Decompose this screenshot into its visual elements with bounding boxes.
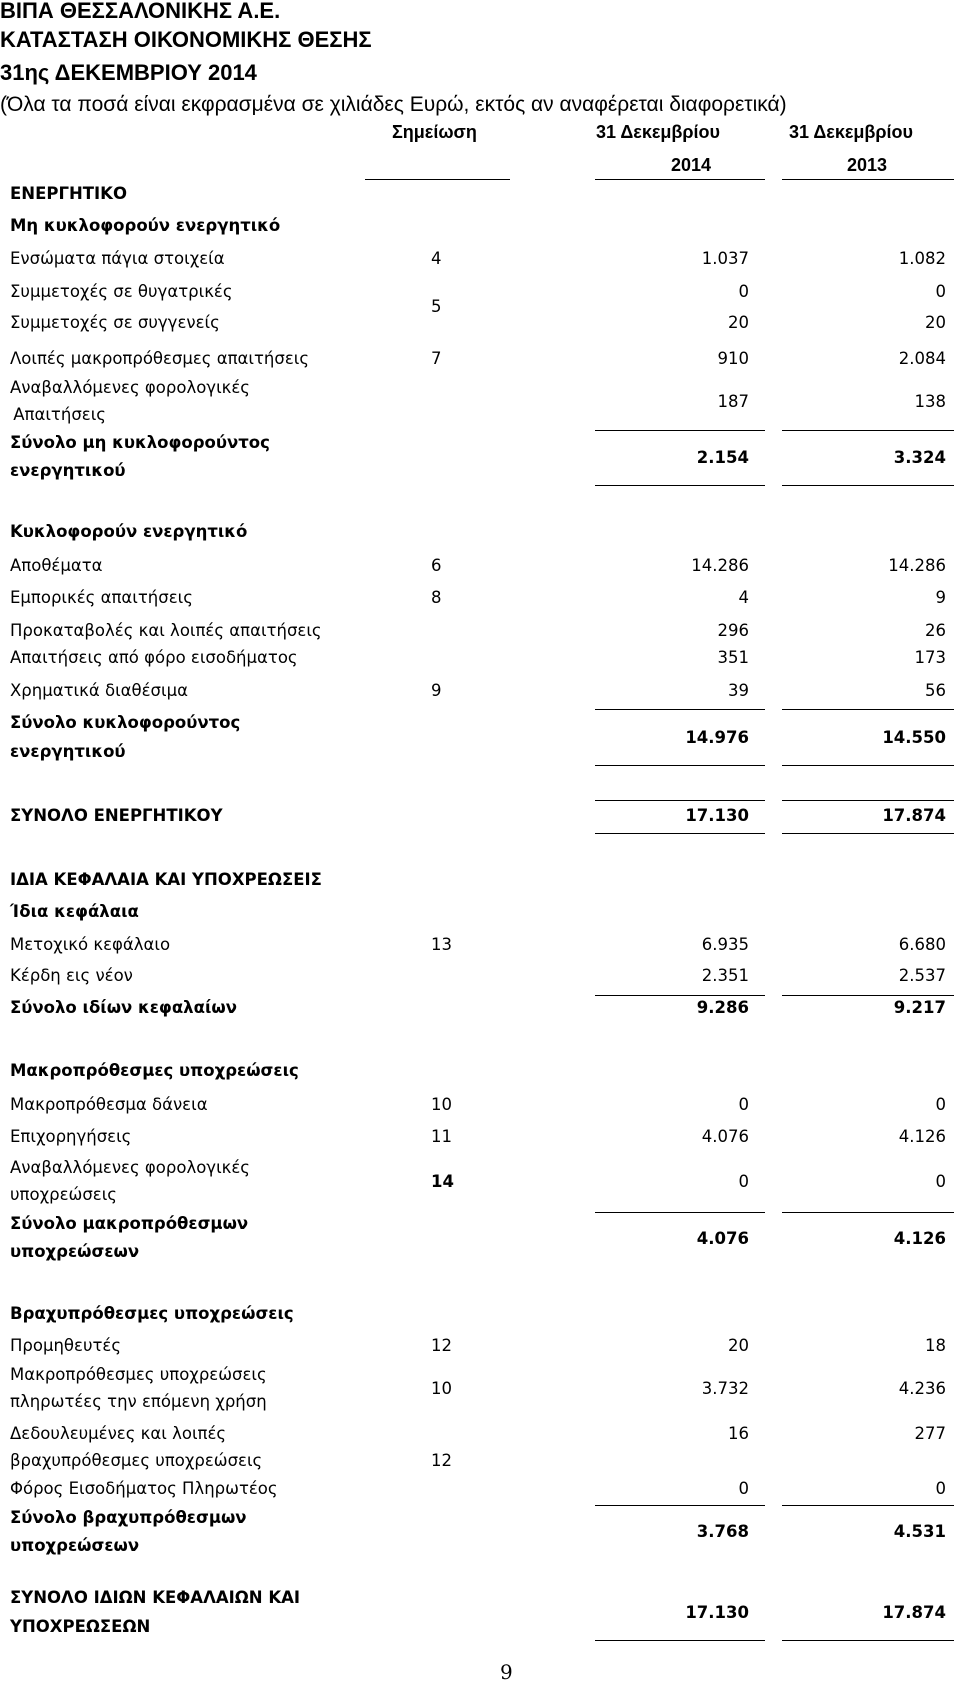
row-value-2014: 296 xyxy=(717,621,749,640)
total-rule xyxy=(782,833,954,834)
subtotal-rule xyxy=(782,765,954,766)
total-rule xyxy=(782,800,954,801)
row-label-line2: υποχρεώσεων xyxy=(10,1242,140,1261)
row-value-2014: 9.286 xyxy=(696,998,749,1017)
total-equity-liabilities-2013: 17.874 xyxy=(882,1603,946,1622)
row-label: Αποθέματα xyxy=(10,556,103,575)
row-value-2014: 0 xyxy=(738,1095,749,1114)
row-label-line2: ενεργητικού xyxy=(10,742,126,761)
row-label: Σύνολο μακροπρόθεσμων xyxy=(10,1214,249,1233)
row-note: 8 xyxy=(431,588,442,607)
section-current-assets: Κυκλοφορούν ενεργητικό xyxy=(10,522,248,541)
row-value-2013: 3.324 xyxy=(893,448,946,467)
row-label-line2: βραχυπρόθεσμες υποχρεώσεις xyxy=(10,1451,263,1470)
row-label: Αναβαλλόμενες φορολογικές xyxy=(10,378,250,397)
row-value-2013: 4.126 xyxy=(893,1229,946,1248)
page-number: 9 xyxy=(500,1660,513,1684)
row-label: Σύνολο ιδίων κεφαλαίων xyxy=(10,998,237,1017)
row-value-2013: 138 xyxy=(914,392,946,411)
row-value-2014: 14.286 xyxy=(691,556,749,575)
row-note: 13 xyxy=(431,935,452,954)
row-note: 10 xyxy=(431,1095,452,1114)
subtotal-rule xyxy=(782,485,954,486)
row-value-2014: 187 xyxy=(717,392,749,411)
subtotal-rule xyxy=(595,1505,765,1506)
row-label: Απαιτήσεις από φόρο εισοδήματος xyxy=(10,648,298,667)
total-equity-liabilities-label-line2: ΥΠΟΧΡΕΩΣΕΩΝ xyxy=(10,1617,151,1636)
row-label: Φόρος Εισοδήματος Πληρωτέος xyxy=(10,1479,278,1498)
section-assets: ΕΝΕΡΓΗΤΙΚΟ xyxy=(10,184,127,203)
subtotal-rule xyxy=(782,430,954,431)
row-note: 10 xyxy=(431,1379,452,1398)
row-value-2013: 18 xyxy=(925,1336,946,1355)
row-label: Σύνολο βραχυπρόθεσμων xyxy=(10,1508,247,1527)
row-label: Εμπορικές απαιτήσεις xyxy=(10,588,193,607)
row-value-2013: 173 xyxy=(914,648,946,667)
row-label: Προμηθευτές xyxy=(10,1336,122,1355)
row-label: Μακροπρόθεσμες υποχρεώσεις xyxy=(10,1365,267,1384)
row-note: 9 xyxy=(431,681,442,700)
row-value-2014: 4.076 xyxy=(696,1229,749,1248)
total-assets-2013: 17.874 xyxy=(882,806,946,825)
row-label-line2: ενεργητικού xyxy=(10,461,126,480)
row-label-line2: Απαιτήσεις xyxy=(8,405,106,424)
row-value-2014: 20 xyxy=(728,313,749,332)
row-value-2014: 351 xyxy=(717,648,749,667)
row-label-line2: υποχρεώσεις xyxy=(10,1185,117,1204)
subtotal-rule xyxy=(782,709,954,710)
row-value-2013: 6.680 xyxy=(898,935,946,954)
row-label: Μετοχικό κεφάλαιο xyxy=(10,935,171,954)
row-label: Προκαταβολές και λοιπές απαιτήσεις xyxy=(10,621,322,640)
row-value-2013: 14.286 xyxy=(888,556,946,575)
total-equity-liabilities-2014: 17.130 xyxy=(685,1603,749,1622)
row-value-2014: 16 xyxy=(728,1424,749,1443)
row-value-2014: 0 xyxy=(738,1479,749,1498)
total-rule xyxy=(595,833,765,834)
row-label: Επιχορηγήσεις xyxy=(10,1127,132,1146)
row-value-2013: 26 xyxy=(925,621,946,640)
section-equity-liabilities: ΙΔΙΑ ΚΕΦΑΛΑΙΑ ΚΑΙ ΥΠΟΧΡΕΩΣΕΙΣ xyxy=(10,870,322,889)
total-rule xyxy=(595,1640,765,1641)
row-value-2013: 2.084 xyxy=(898,349,946,368)
row-note: 5 xyxy=(431,297,442,316)
column-2014-label: 31 Δεκεμβρίου xyxy=(596,122,721,142)
row-note: 12 xyxy=(431,1336,452,1355)
row-value-2014: 2.351 xyxy=(701,966,749,985)
row-note: 6 xyxy=(431,556,442,575)
row-label: Λοιπές μακροπρόθεσμες απαιτήσεις xyxy=(10,349,310,368)
subtotal-rule xyxy=(782,1505,954,1506)
col2013-header-rule xyxy=(782,179,954,180)
row-value-2013: 0 xyxy=(935,282,946,301)
row-value-2013: 0 xyxy=(935,1172,946,1191)
row-value-2013: 0 xyxy=(935,1479,946,1498)
row-label: Συμμετοχές σε θυγατρικές xyxy=(10,282,233,301)
currency-note: (Όλα τα ποσά είναι εκφρασμένα σε χιλιάδες Ευρώ, εκτός αν αναφέρεται διαφορετικά) xyxy=(0,93,787,116)
row-label: Σύνολο μη κυκλοφορούντος xyxy=(10,433,270,452)
column-2014-year: 2014 xyxy=(671,155,712,175)
row-value-2014: 14.976 xyxy=(685,728,749,747)
row-label: Ενσώματα πάγια στοιχεία xyxy=(10,249,225,268)
statement-title: ΚΑΤΑΣΤΑΣΗ ΟΙΚΟΝΟΜΙΚΗΣ ΘΕΣΗΣ xyxy=(0,27,372,52)
row-value-2013: 277 xyxy=(914,1424,946,1443)
section-equity: Ίδια κεφάλαια xyxy=(10,902,139,921)
row-label: Κέρδη εις νέον xyxy=(10,966,133,985)
row-label: Σύνολο κυκλοφορούντος xyxy=(10,713,241,732)
subtotal-rule xyxy=(595,485,765,486)
subtotal-rule xyxy=(782,1212,954,1213)
statement-date: 31ης ΔΕΚΕΜΒΡΙΟΥ 2014 xyxy=(0,60,257,85)
row-label: Χρηματικά διαθέσιμα xyxy=(10,681,188,700)
row-value-2014: 3.732 xyxy=(701,1379,749,1398)
total-equity-liabilities-label: ΣΥΝΟΛΟ ΙΔΙΩΝ ΚΕΦΑΛΑΙΩΝ ΚΑΙ xyxy=(10,1588,301,1607)
row-value-2014: 3.768 xyxy=(696,1522,749,1541)
row-value-2013: 4.126 xyxy=(898,1127,946,1146)
row-value-2013: 9.217 xyxy=(893,998,946,1017)
row-value-2014: 0 xyxy=(738,1172,749,1191)
row-value-2014: 20 xyxy=(728,1336,749,1355)
row-label-line2: πληρωτέες την επόμενη χρήση xyxy=(10,1392,267,1411)
subtotal-rule xyxy=(595,1212,765,1213)
total-assets-label: ΣΥΝΟΛΟ ΕΝΕΡΓΗΤΙΚΟΥ xyxy=(10,806,223,825)
section-current-liabilities: Βραχυπρόθεσμες υποχρεώσεις xyxy=(10,1304,294,1323)
row-label: Δεδουλευμένες και λοιπές xyxy=(10,1424,227,1443)
column-2013-year: 2013 xyxy=(847,155,888,175)
subtotal-rule xyxy=(595,709,765,710)
note-header-rule xyxy=(365,179,510,180)
row-value-2014: 910 xyxy=(717,349,749,368)
row-note: 4 xyxy=(431,249,442,268)
subtotal-rule xyxy=(595,765,765,766)
row-value-2013: 0 xyxy=(935,1095,946,1114)
subtotal-rule xyxy=(595,430,765,431)
row-value-2014: 39 xyxy=(728,681,749,700)
row-note: 11 xyxy=(431,1127,452,1146)
total-rule xyxy=(595,800,765,801)
total-rule xyxy=(782,1640,954,1641)
row-value-2013: 56 xyxy=(925,681,946,700)
row-value-2014: 4.076 xyxy=(701,1127,749,1146)
company-name: ΒΙΠΑ ΘΕΣΣΑΛΟΝΙΚΗΣ Α.Ε. xyxy=(0,0,281,23)
row-note: 14 xyxy=(431,1172,454,1191)
row-value-2014: 1.037 xyxy=(701,249,749,268)
row-value-2014: 6.935 xyxy=(701,935,749,954)
row-value-2013: 4.531 xyxy=(893,1522,946,1541)
row-value-2013: 1.082 xyxy=(898,249,946,268)
col2014-header-rule xyxy=(595,179,765,180)
row-value-2014: 2.154 xyxy=(696,448,749,467)
subtotal-rule xyxy=(782,995,954,996)
row-value-2013: 20 xyxy=(925,313,946,332)
total-assets-2014: 17.130 xyxy=(685,806,749,825)
row-value-2013: 2.537 xyxy=(898,966,946,985)
row-value-2013: 14.550 xyxy=(882,728,946,747)
row-note: 12 xyxy=(431,1451,452,1470)
row-value-2014: 4 xyxy=(738,588,749,607)
row-label: Αναβαλλόμενες φορολογικές xyxy=(10,1158,250,1177)
row-value-2013: 4.236 xyxy=(898,1379,946,1398)
section-non-current-liabilities: Μακροπρόθεσμες υποχρεώσεις xyxy=(10,1061,299,1080)
note-column-header: Σημείωση xyxy=(392,122,477,142)
column-2013-label: 31 Δεκεμβρίου xyxy=(789,122,914,142)
row-label: Συμμετοχές σε συγγενείς xyxy=(10,313,220,332)
row-label-line2: υποχρεώσεων xyxy=(10,1536,140,1555)
row-value-2013: 9 xyxy=(935,588,946,607)
section-non-current-assets: Μη κυκλοφορούν ενεργητικό xyxy=(10,216,281,235)
row-note: 7 xyxy=(431,349,442,368)
subtotal-rule xyxy=(595,995,765,996)
row-value-2014: 0 xyxy=(738,282,749,301)
row-label: Μακροπρόθεσμα δάνεια xyxy=(10,1095,208,1114)
